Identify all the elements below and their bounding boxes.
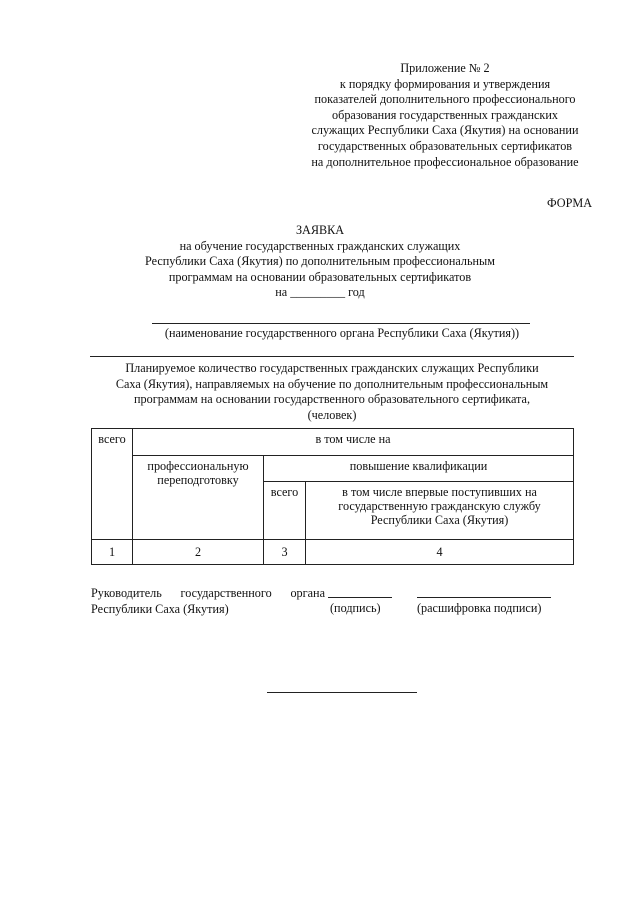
table-row <box>92 429 574 456</box>
request-table <box>91 428 574 565</box>
document-title: ЗАЯВКА <box>295 223 345 237</box>
column-number: 3 <box>264 540 306 565</box>
appendix-line: Приложение № 2 <box>400 61 490 75</box>
end-line <box>267 692 417 693</box>
head-region-line: Республики Саха (Якутия) <box>91 601 229 616</box>
appendix-line: на дополнительное профессиональное образование <box>311 154 579 169</box>
planned-line: Саха (Якутия), направляемых на обучение по дополнительным профессиональным <box>115 376 549 391</box>
form-label: ФОРМА <box>547 196 592 210</box>
appendix-line: образования государственных гражданских <box>332 107 558 122</box>
year-line: на _________ год <box>275 285 365 300</box>
separator-line <box>90 356 574 357</box>
planned-line: Планируемое количество государственных гражданских служащих Республики <box>125 361 539 375</box>
planned-line: программам на основании государственного образовательного сертификата, <box>134 392 530 407</box>
title-line: на обучение государственных гражданских служащих <box>179 238 461 253</box>
planned-count-text <box>90 361 574 423</box>
head-word: государственного <box>180 586 272 600</box>
header-first-time: в том числе впервые поступивших на государственную гражданскую службу Республики Саха (Якутия) <box>306 482 574 540</box>
column-number: 1 <box>92 540 133 565</box>
signature-decode-blank-line <box>417 597 551 598</box>
header-qualification: повышение квалификации <box>264 456 574 482</box>
header-total: всего <box>92 429 133 540</box>
appendix-line: к порядку формирования и утверждения <box>339 76 551 91</box>
title-line: программам на основании образовательных сертификатов <box>168 269 472 284</box>
head-word: органа <box>290 586 325 600</box>
signature-decode-caption: (расшифровка подписи) <box>417 601 542 615</box>
request-title-block <box>120 223 520 301</box>
planned-unit: (человек) <box>307 407 357 422</box>
org-name-blank-line <box>152 323 530 324</box>
org-name-caption: (наименование государственного органа Республики Саха (Якутия)) <box>164 326 520 340</box>
table-row <box>92 456 574 482</box>
signature-blank-line <box>328 597 392 598</box>
header-qualification-total: всего <box>264 482 306 540</box>
head-title-line <box>91 586 325 602</box>
appendix-line: государственных образовательных сертификатов <box>317 138 573 153</box>
appendix-line: показателей дополнительного профессионального <box>314 92 576 107</box>
column-number: 2 <box>133 540 264 565</box>
header-including: в том числе на <box>133 429 574 456</box>
appendix-header <box>290 61 600 170</box>
title-line: Республики Саха (Якутия) по дополнительным профессиональным <box>145 254 495 269</box>
appendix-line: служащих Республики Саха (Якутия) на основании <box>311 123 579 138</box>
header-retraining: профессиональную переподготовку <box>133 456 264 540</box>
column-number: 4 <box>306 540 574 565</box>
head-word: Руководитель <box>91 586 162 600</box>
table-row <box>92 540 574 565</box>
head-signature-label <box>91 586 331 617</box>
signature-caption: (подпись) <box>330 601 381 615</box>
